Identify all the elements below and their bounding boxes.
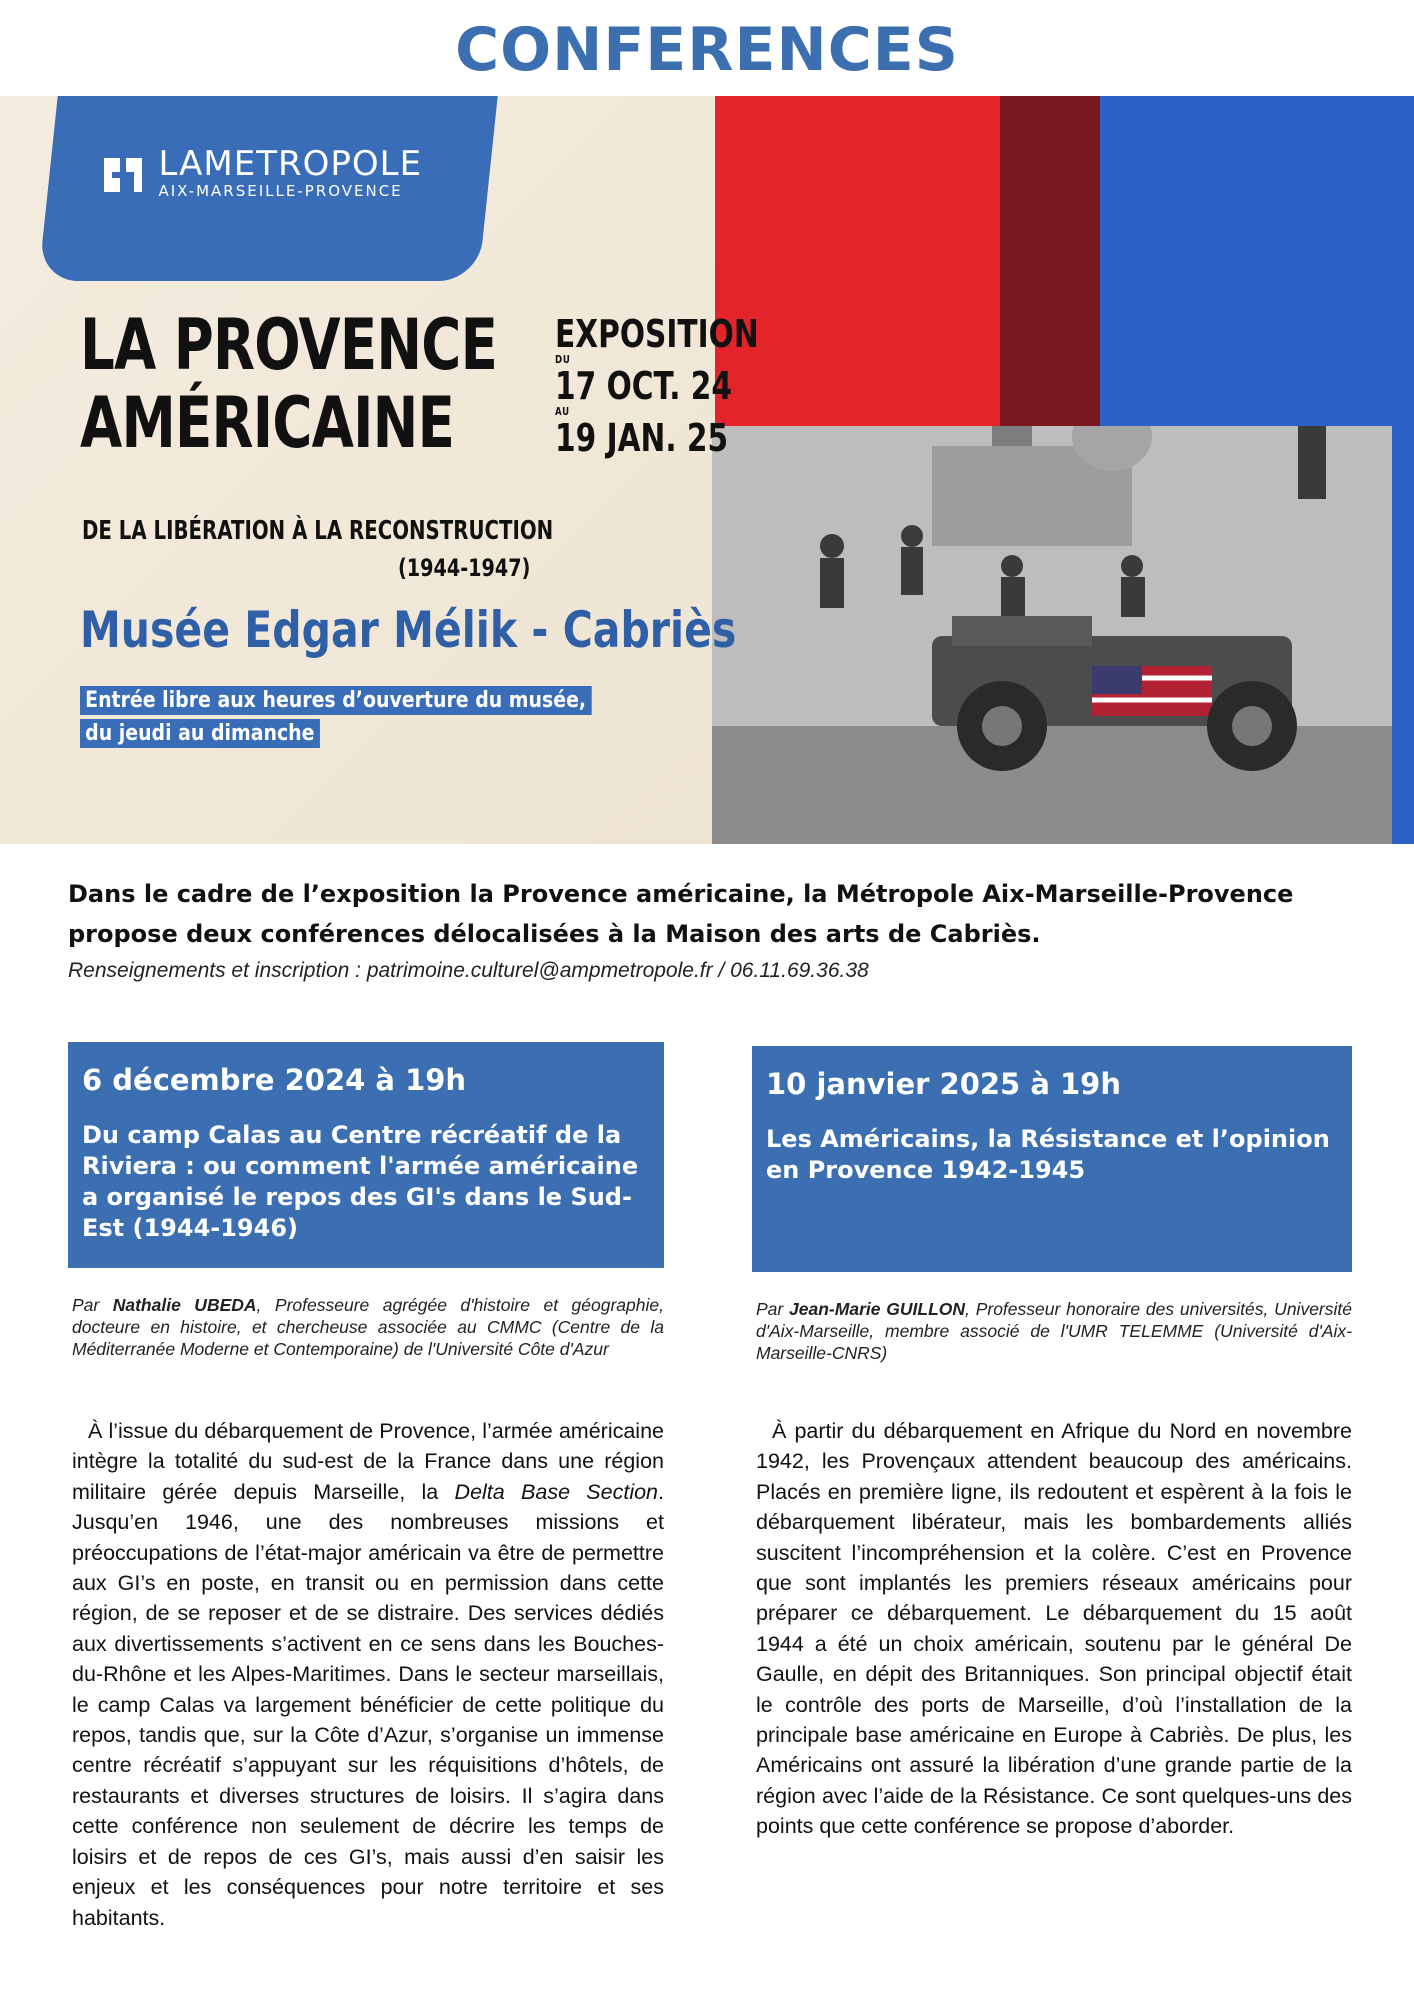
conference-1-date: 6 décembre 2024 à 19h <box>82 1063 467 1097</box>
page-title: CONFERENCES <box>455 15 959 85</box>
historical-photo-jeep-basilica <box>712 426 1392 844</box>
entry-info <box>80 686 591 752</box>
logo-sub-text: AIX-MARSEILLE-PROVENCE <box>158 182 403 200</box>
conference-2-speaker-name: Jean-Marie GUILLON <box>789 1299 966 1319</box>
conference-1-body-part1: À l’issue du débarquement de Provence, l’armée américaine intègre la totalité du sud-est de la France dans une région militaire gérée depuis Marseille, la <box>72 1419 664 1504</box>
conference-1-header <box>68 1042 664 1268</box>
conference-2-speaker <box>756 1298 1352 1364</box>
expo-au: AU <box>555 405 570 418</box>
exhibition-subtitle: DE LA LIBÉRATION À LA RECONSTRUCTION <box>82 516 554 546</box>
exhibition-years: (1944-1947) <box>398 554 531 582</box>
museum-name: Musée Edgar Mélik - Cabriès <box>80 601 737 659</box>
expo-start-date: 17 OCT. 24 <box>555 364 733 408</box>
exhibition-title <box>80 306 497 462</box>
conference-1-title: Du camp Calas au Centre récréatif de la Riviera : ou comment l'armée américaine a organisé le repos des GI's dans le Sud-Est (1944-1946) <box>82 1121 639 1242</box>
conference-2-speaker-desc: , Professeur honoraire des universités, Université d'Aix-Marseille, membre associé de l'UMR TELEMME (Université d'Aix-Marseille-CNRS) <box>756 1299 1352 1363</box>
conference-2-speaker-prefix: Par <box>756 1299 784 1319</box>
conference-2-header <box>752 1046 1352 1272</box>
metropole-logo-icon <box>98 148 148 198</box>
conference-1-body-italic: Delta Base Section <box>454 1479 659 1504</box>
entry-line-1: Entrée libre aux heures d’ouverture du musée, <box>80 686 591 715</box>
exhibition-dates <box>555 314 759 458</box>
conference-1-speaker <box>72 1294 664 1360</box>
conference-1-speaker-name: Nathalie UBEDA <box>112 1295 257 1315</box>
conference-2-description: À partir du débarquement en Afrique du Nord en novembre 1942, les Provençaux attendent beaucoup des américains. Placés en première ligne, ils redoutent et espèrent à la fois le débarquement libérateur, mais les bombardements alliés suscitent l’incompréhension et la colère. C’est en Provence que sont implantés les premiers réseaux américains pour préparer ce débarquement. Le débarquement du 15 août 1944 a été un choix américain, soutenu par le général De Gaulle, en dépit des Britanniques. Son principal objectif était le contrôle des ports de Marseille, d’où l’installation de la principale base américaine en Europe à Cabriès. De plus, les Américains ont assuré la libération d’une grande partie de la région avec l’aide de la Résistance. Ce sont quelques-uns des points que cette conférence se propose d’aborder. <box>756 1419 1352 1839</box>
metropole-logo <box>98 146 422 200</box>
conference-1-description <box>72 1416 664 1933</box>
conference-1-speaker-prefix: Par <box>72 1295 100 1315</box>
contact-info: Renseignements et inscription : patrimoine.culturel@ampmetropole.fr / 06.11.69.36.38 <box>68 959 869 982</box>
intro-section <box>68 874 1358 988</box>
exhibition-banner <box>0 96 1414 844</box>
conference-2-date: 10 janvier 2025 à 19h <box>766 1067 1121 1101</box>
exhibition-title-line1: LA PROVENCE <box>80 304 498 386</box>
expo-label: EXPOSITION <box>555 312 759 356</box>
intro-text: Dans le cadre de l’exposition la Provence américaine, la Métropole Aix-Marseille-Provence propose deux conférences délocalisées à la Maison des arts de Cabriès. <box>68 880 1294 948</box>
dark-red-color-block <box>1000 96 1115 436</box>
logo-main-text: LAMETROPOLE <box>158 144 423 184</box>
entry-line-2: du jeudi au dimanche <box>80 719 320 748</box>
expo-end-date: 19 JAN. 25 <box>555 416 729 460</box>
conference-1-speaker-desc: , Professeure agrégée d'histoire et géographie, docteure en histoire, et chercheuse associée au CMMC (Centre de la Méditerranée Moderne et Contemporaine) de l'Université Côte d'Azur <box>72 1295 664 1359</box>
conference-1-body-part2: . Jusqu’en 1946, une des nombreuses missions et préoccupations de l’état-major américain va être de permettre aux GI’s en poste, en transit ou en permission dans cette région, de se reposer et de se distraire. Des services dédiés aux divertissements s’activent en ce sens dans les Bouches-du-Rhône et les Alpes-Maritimes. Dans le secteur marseillais, le camp Calas va largement bénéficier de cette politique du repos, tandis que, sur la Côte d’Azur, s’organise un immense centre récréatif s’appuyant sur les réquisitions d’hôtels, de restaurants et diverses structures de loisirs. Il s’agira dans cette conférence non seulement de décrire les temps de loisirs et de repos de ces GI’s, mais aussi d’en saisir les enjeux et les conséquences pour notre territoire et ses habitants. <box>72 1479 664 1930</box>
exhibition-title-line2: AMÉRICAINE <box>80 382 455 464</box>
expo-du: DU <box>555 353 571 366</box>
conference-2-title: Les Américains, la Résistance et l’opinion en Provence 1942-1945 <box>766 1125 1330 1184</box>
